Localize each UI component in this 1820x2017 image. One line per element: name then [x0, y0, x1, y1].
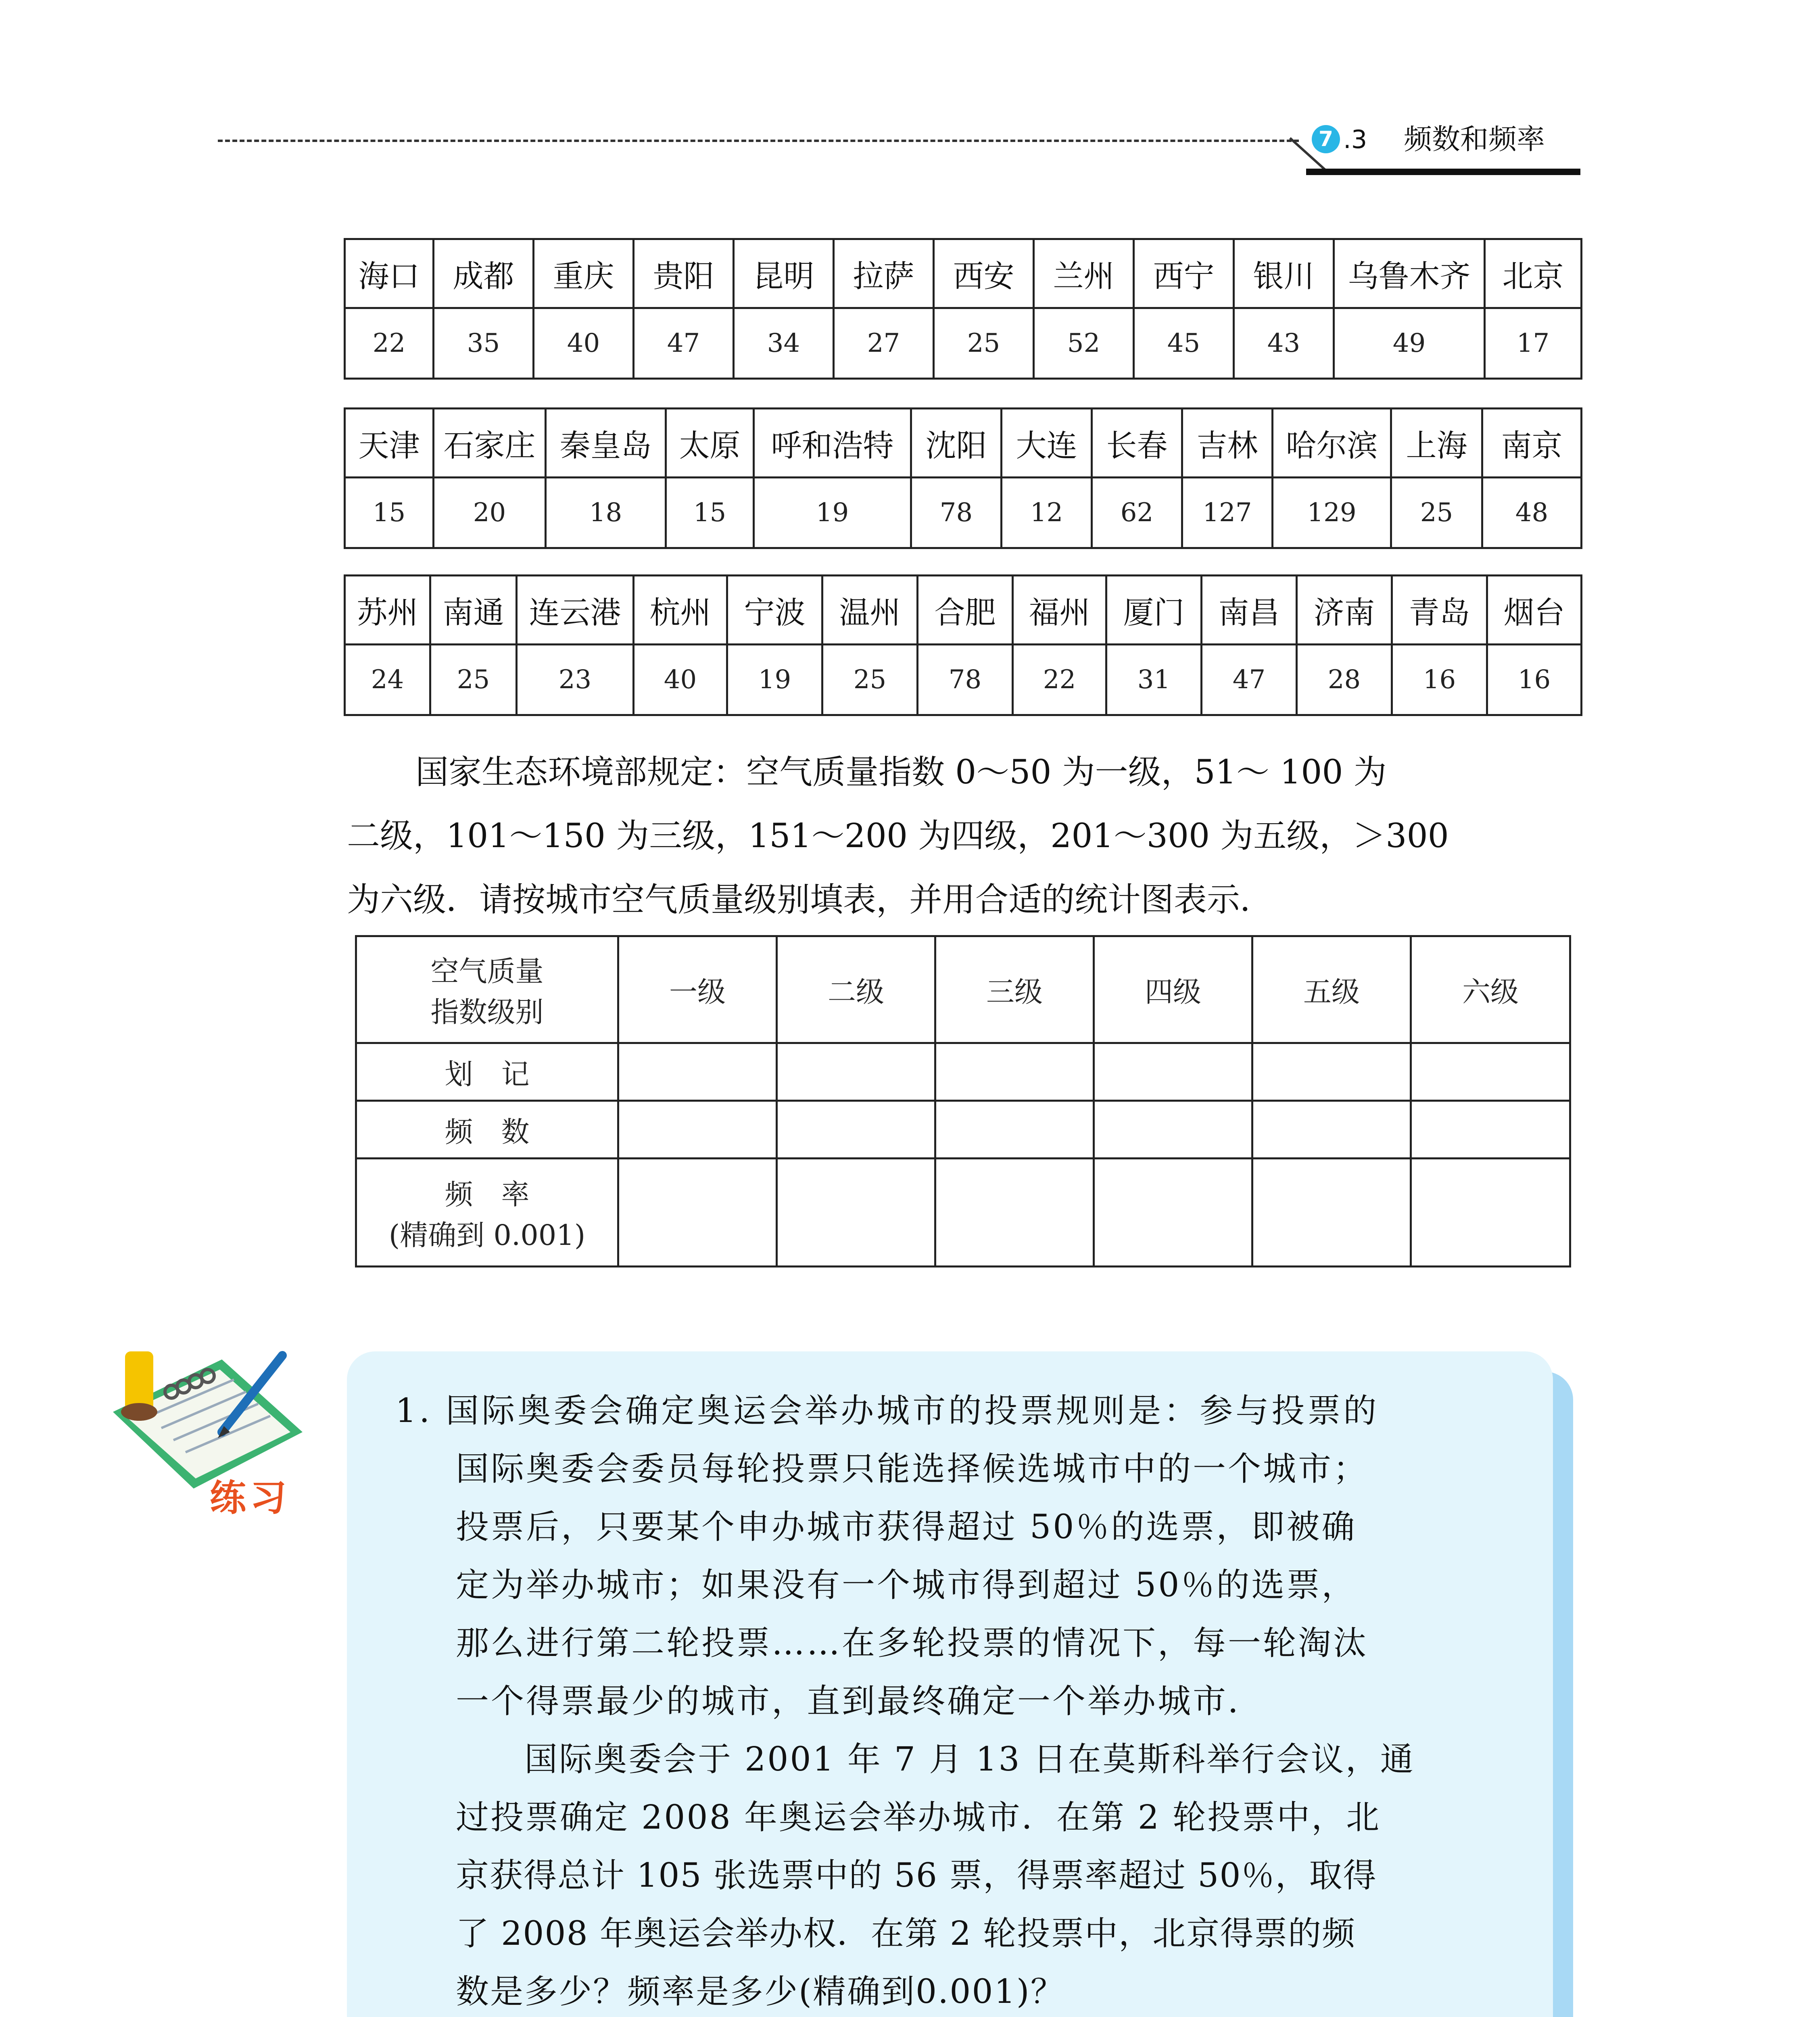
tally-cell[interactable] [777, 1043, 935, 1101]
city-aqi-value: 16 [1487, 645, 1582, 715]
city-name: 拉萨 [834, 239, 934, 308]
city-aqi-value: 27 [834, 308, 934, 379]
rate-cell[interactable] [1252, 1159, 1411, 1267]
city-name: 兰州 [1034, 239, 1134, 308]
city-name: 海口 [345, 239, 434, 308]
city-name: 宁波 [727, 576, 822, 645]
rate-cell[interactable] [1094, 1159, 1252, 1267]
city-name: 北京 [1485, 239, 1582, 308]
level-header: 一级 [618, 936, 777, 1043]
section-title: 频数和频率 [1404, 123, 1545, 156]
q1-line: 数是多少？频率是多少(精确到0.001)？ [456, 1973, 1065, 2011]
city-name: 太原 [666, 409, 754, 478]
q1-line: 一个得票最少的城市，直到最终确定一个举办城市． [456, 1682, 1263, 1721]
rate-cell[interactable] [777, 1159, 935, 1267]
city-aqi-value: 40 [634, 645, 727, 715]
city-aqi-value: 40 [534, 308, 634, 379]
regulation-line-3: 为六级．请按城市空气质量级别填表，并用合适的统计图表示． [347, 881, 1273, 919]
table-corner-header [356, 936, 618, 1043]
city-aqi-value: 47 [634, 308, 734, 379]
corner-line-2: 指数级别 [430, 996, 544, 1029]
city-name: 哈尔滨 [1273, 409, 1391, 478]
level-header: 二级 [777, 936, 935, 1043]
city-aqi-value: 35 [434, 308, 534, 379]
city-aqi-value: 49 [1334, 308, 1485, 379]
header-bar [1306, 169, 1580, 175]
city-name: 济南 [1297, 576, 1392, 645]
frequency-table [355, 935, 1571, 1267]
city-name: 昆明 [734, 239, 834, 308]
city-aqi-value: 78 [918, 645, 1013, 715]
city-aqi-value: 15 [345, 478, 434, 548]
q1-line: 投票后，只要某个申办城市获得超过 50％的选票，即被确 [456, 1508, 1357, 1546]
count-cell[interactable] [1252, 1101, 1411, 1159]
tally-cell[interactable] [1411, 1043, 1570, 1101]
tally-cell[interactable] [618, 1043, 777, 1101]
city-name: 吉林 [1182, 409, 1273, 478]
city-name: 贵阳 [634, 239, 734, 308]
section-badge: 7 [1312, 125, 1340, 153]
city-aqi-value: 28 [1297, 645, 1392, 715]
city-name: 长春 [1092, 409, 1182, 478]
city-aqi-value: 15 [666, 478, 754, 548]
city-aqi-value: 47 [1202, 645, 1297, 715]
city-name: 秦皇岛 [546, 409, 666, 478]
city-name: 西宁 [1134, 239, 1234, 308]
city-aqi-value: 25 [822, 645, 918, 715]
city-name: 厦门 [1106, 576, 1202, 645]
city-aqi-value: 45 [1134, 308, 1234, 379]
city-aqi-value: 48 [1482, 478, 1582, 548]
row-label-count: 频 数 [356, 1101, 618, 1159]
city-aqi-value: 25 [1391, 478, 1482, 548]
city-name: 烟台 [1487, 576, 1582, 645]
city-aqi-value: 52 [1034, 308, 1134, 379]
city-aqi-value: 129 [1273, 478, 1391, 548]
city-name: 西安 [934, 239, 1034, 308]
city-aqi-value: 24 [345, 645, 430, 715]
q1-line: 那么进行第二轮投票……在多轮投票的情况下，每一轮淘汰 [456, 1624, 1369, 1662]
city-aqi-value: 31 [1106, 645, 1202, 715]
q1-line: 国际奥委会于 2001 年 7 月 13 日在莫斯科举行会议，通 [524, 1740, 1415, 1779]
city-aqi-value: 18 [546, 478, 666, 548]
city-name: 成都 [434, 239, 534, 308]
practice-label: 练习 [210, 1477, 290, 1519]
city-aqi-value: 16 [1392, 645, 1487, 715]
city-aqi-value: 19 [754, 478, 911, 548]
city-aqi-value: 62 [1092, 478, 1182, 548]
header-dashed-rule [218, 140, 1299, 142]
city-aqi-value: 19 [727, 645, 822, 715]
count-cell[interactable] [1411, 1101, 1570, 1159]
city-name: 青岛 [1392, 576, 1487, 645]
q1-line: 国际奥委会委员每轮投票只能选择候选城市中的一个城市； [456, 1450, 1369, 1488]
city-name: 银川 [1234, 239, 1334, 308]
city-aqi-table-2 [344, 407, 1582, 549]
city-aqi-value: 78 [911, 478, 1002, 548]
level-header: 五级 [1252, 936, 1411, 1043]
city-aqi-value: 22 [1013, 645, 1106, 715]
city-name: 天津 [345, 409, 434, 478]
corner-line-1: 空气质量 [430, 955, 544, 988]
rate-cell[interactable] [618, 1159, 777, 1267]
level-header: 六级 [1411, 936, 1570, 1043]
rate-label-line-2: (精确到 0.001) [388, 1218, 586, 1252]
count-cell[interactable] [777, 1101, 935, 1159]
count-cell[interactable] [1094, 1101, 1252, 1159]
city-name: 连云港 [517, 576, 634, 645]
city-name: 沈阳 [911, 409, 1002, 478]
city-aqi-value: 34 [734, 308, 834, 379]
city-name: 温州 [822, 576, 918, 645]
row-label-tally: 划 记 [356, 1043, 618, 1101]
q1-line: 了 2008 年奥运会举办权．在第 2 轮投票中，北京得票的频 [456, 1915, 1356, 1953]
city-name: 福州 [1013, 576, 1106, 645]
city-name: 呼和浩特 [754, 409, 911, 478]
row-label-rate [356, 1159, 618, 1267]
city-name: 南昌 [1202, 576, 1297, 645]
city-name: 大连 [1002, 409, 1092, 478]
city-aqi-value: 17 [1485, 308, 1582, 379]
city-aqi-value: 25 [430, 645, 517, 715]
city-name: 南通 [430, 576, 517, 645]
city-aqi-value: 22 [345, 308, 434, 379]
tally-cell[interactable] [1252, 1043, 1411, 1101]
tally-cell[interactable] [935, 1043, 1094, 1101]
city-aqi-table-3 [344, 574, 1582, 716]
section-number: .3 [1343, 125, 1367, 154]
level-header: 四级 [1094, 936, 1252, 1043]
city-aqi-value: 12 [1002, 478, 1092, 548]
regulation-line-2: 二级，101～150 为三级，151～200 为四级，201～300 为五级，＞300 [347, 817, 1449, 855]
city-name: 苏州 [345, 576, 430, 645]
city-aqi-value: 127 [1182, 478, 1273, 548]
level-header: 三级 [935, 936, 1094, 1043]
city-aqi-table-1 [344, 238, 1582, 380]
rate-cell[interactable] [1411, 1159, 1570, 1267]
city-aqi-value: 23 [517, 645, 634, 715]
city-aqi-value: 25 [934, 308, 1034, 379]
count-cell[interactable] [935, 1101, 1094, 1159]
city-name: 石家庄 [434, 409, 546, 478]
count-cell[interactable] [618, 1101, 777, 1159]
city-name: 杭州 [634, 576, 727, 645]
rate-cell[interactable] [935, 1159, 1094, 1267]
city-name: 重庆 [534, 239, 634, 308]
rate-label-line-1: 频 率 [445, 1178, 530, 1211]
q1-line: 定为举办城市；如果没有一个城市得到超过 50％的选票， [456, 1566, 1357, 1604]
city-name: 乌鲁木齐 [1334, 239, 1485, 308]
q1-line: 1. 国际奥委会确定奥运会举办城市的投票规则是：参与投票的 [395, 1392, 1380, 1430]
city-aqi-value: 43 [1234, 308, 1334, 379]
city-name: 上海 [1391, 409, 1482, 478]
regulation-line-1: 国家生态环境部规定：空气质量指数 0～50 为一级，51～ 100 为 [415, 753, 1387, 791]
city-name: 南京 [1482, 409, 1582, 478]
city-name: 合肥 [918, 576, 1013, 645]
q1-line: 过投票确定 2008 年奥运会举办城市．在第 2 轮投票中，北 [456, 1798, 1381, 1837]
q1-line: 京获得总计 105 张选票中的 56 票，得票率超过 50％，取得 [456, 1856, 1377, 1895]
city-aqi-value: 20 [434, 478, 546, 548]
tally-cell[interactable] [1094, 1043, 1252, 1101]
